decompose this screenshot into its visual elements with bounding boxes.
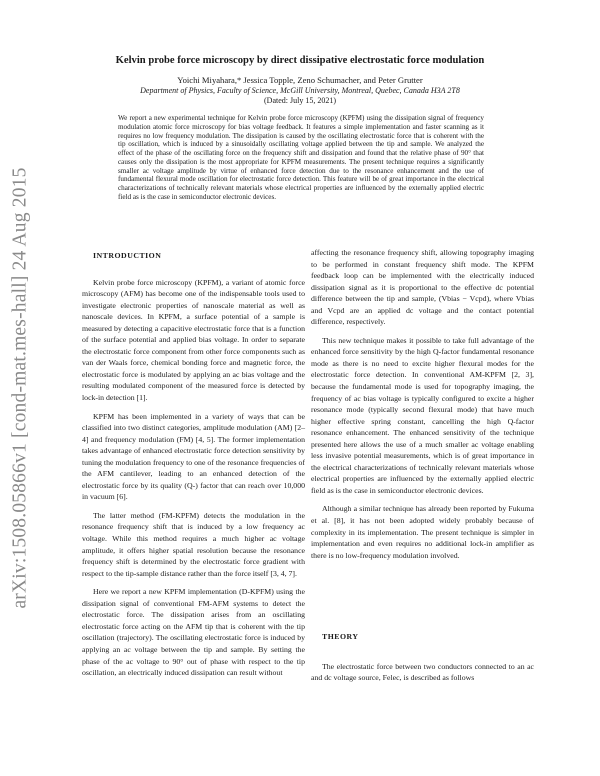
affiliation: Department of Physics, Faculty of Science, McGill University, Montreal, Quebec, Canada H3A 2T8 <box>140 86 460 95</box>
paragraph-continued: affecting the resonance frequency shift, allowing topography imaging to be performed in constant frequency shift mode. The KPFM feedback loop can be implemented with the electrically induced dissipation signal as it is proportional to the effective dc potential difference between the tip and sample, (Vbias − Vcpd), where Vbias and Vcpd are an applied dc voltage and the contact potential difference, respectively. <box>311 248 534 327</box>
section-heading-theory: THEORY <box>322 632 359 642</box>
left-column <box>82 245 305 679</box>
abstract: We report a new experimental technique for Kelvin probe force microscopy (KPFM) using the dissipation signal of frequency modulation atomic force microscopy for bias voltage feedback. It features a simple implementation and faster scanning as it requires no low frequency modulation. The dissipation is caused by the oscillating electrostatic force that is coherent with the tip oscillation, which is induced by a sinusoidally oscillating voltage applied between the tip and sample. We analyzed the effect of the phase of the oscillating force on the frequency shift and dissipation and found that the relative phase of 90° that causes only the dissipation is the most appropriate for KPFM measurements. The present technique requires a significantly smaller ac voltage amplitude by virtue of enhanced force detection due to the resonance enhancement and the use of fundamental flexural mode oscillation for electrostatic force detection. This feature will be of great importance in the electrical characterizations of technically relevant materials whose electrical properties are influenced by the externally applied electric field as is the case in semiconductor electronic devices. <box>118 114 484 201</box>
paragraph: Kelvin probe force microscopy (KPFM), a variant of atomic force microscopy (AFM) has become one of the indispensable tools used to investigate electronic properties of nanoscale material as well as nanoscale devices. In KPFM, a surface potential of a sample is measured by detecting a capacitive electrostatic force that is a function of the surface potential and applied bias voltage. In order to separate the electrostatic force component from other force components such as van der Waals force, chemical bonding force and magnetic force, the electrostatic force is modulated by applying an ac bias voltage and the resulting modulated component of the measured force is detected by lock-in detection [1]. <box>82 277 305 403</box>
paragraph: Here we report a new KPFM implementation (D-KPFM) using the dissipation signal of conventional FM-AFM systems to detect the electrostatic force. The dissipation arises from an oscillating electrostatic force acting on the AFM tip that is coherent with the tip oscillation (trajectory). The oscillating electrostatic force is induced by applying an ac voltage between the tip and sample. By setting the phase of the ac voltage to 90° out of phase with respect to the tip oscillation, an electrically induced dissipation can result without <box>82 587 305 678</box>
arxiv-stamp-text: arXiv:1508.05866v1 [cond-mat.mes-hall] 24 Aug 2015 <box>10 167 32 609</box>
section-heading-introduction: INTRODUCTION <box>93 251 162 260</box>
right-column <box>311 247 534 684</box>
paragraph: Although a similar technique has already been reported by Fukuma et al. [8], it has not been adopted widely probably because of complexity in its implementation. The present technique is simpler in implementation and even requires no additional lock-in amplifier as there is no low-frequency modulation involved. <box>311 504 534 560</box>
date-line: (Dated: July 15, 2021) <box>264 96 336 105</box>
paragraph: The electrostatic force between two conductors connected to an ac and dc voltage source, Felec, is described as follows <box>311 661 534 683</box>
paragraph: The latter method (FM-KPFM) detects the modulation in the resonance frequency shift that is induced by a low frequency ac voltage. While this method requires a much higher ac voltage amplitude, it offers higher spatial resolution because the resonance frequency shift is determined by the electrostatic force gradient with respect to the tip-sample distance rather than the force itself [3, 4, 7]. <box>82 510 305 578</box>
paragraph: KPFM has been implemented in a variety of ways that can be classified into two distinct categories, amplitude modulation (AM) [2–4] and frequency modulation (FM) [4, 5]. The former implementation takes advantage of enhanced electrostatic force detection sensitivity by tuning the modulation frequency to one of the resonance frequencies of the AFM cantilever, leading to an enhanced detection of the electrostatic force by its quality (Q-) factor that can reach over 10,000 in vacuum [6]. <box>82 411 305 502</box>
paper-title: Kelvin probe force microscopy by direct dissipative electrostatic force modulation <box>115 55 485 66</box>
arxiv-identifier-stamp <box>4 0 38 776</box>
author-list: Yoichi Miyahara,* Jessica Topple, Zeno Schumacher, and Peter Grutter <box>177 75 423 85</box>
paragraph: This new technique makes it possible to take full advantage of the enhanced force sensitivity by the high Q-factor fundamental resonance mode as there is no need to excite higher flexural modes for the electrostatic force detection. In conventional AM-KPFM [2, 3], because the fundamental mode is used for topography imaging, the frequency of ac bias voltage is typically configured to excite a higher resonance mode (typically second flexural mode) that have much higher effective spring constant, cancelling the high Q-factor resonance enhancement. The enhanced sensitivity of the technique presented here allows the use of a much smaller ac voltage enabling less invasive potential measurements, which is of great importance in the electrical characterizations of technically relevant materials whose electrical properties are influenced by the externally applied electric field as is the case in semiconductor electronic devices. <box>311 335 534 495</box>
